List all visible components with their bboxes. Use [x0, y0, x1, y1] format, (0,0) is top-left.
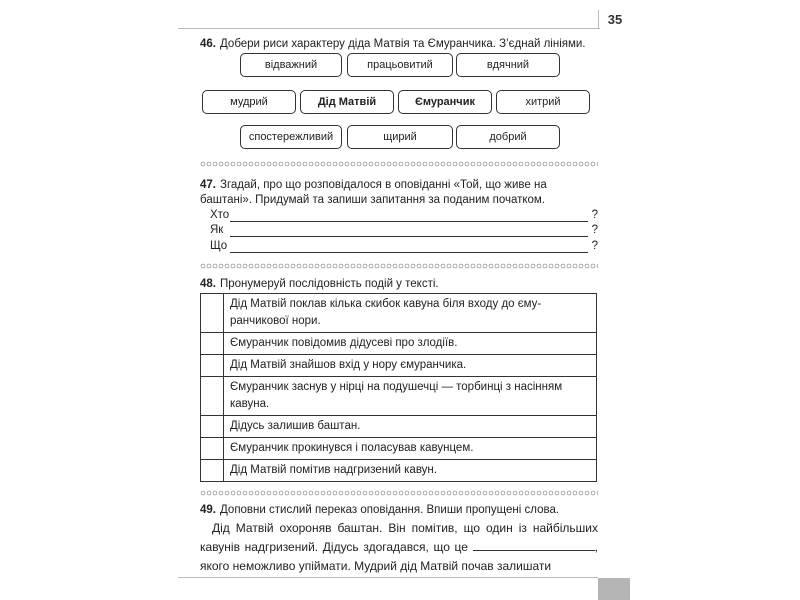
- page-number: 35: [598, 10, 631, 28]
- question-start: Що: [210, 240, 228, 252]
- trait-box[interactable]: добрий: [456, 125, 560, 149]
- answer-rule: [230, 221, 588, 222]
- trait-box[interactable]: відважний: [240, 53, 342, 77]
- trait-box[interactable]: хитрий: [496, 90, 590, 114]
- events-table: [200, 293, 597, 482]
- bottom-rule: [178, 577, 598, 578]
- section-divider: [200, 263, 598, 269]
- task49-text: Доповни стислий переказ оповідання. Впиши пропущені слова.: [220, 504, 560, 516]
- number-box[interactable]: [201, 333, 224, 355]
- table-row: [201, 460, 597, 482]
- event-text: Дід Матвій помітив надгризений кавун.: [224, 460, 597, 482]
- section-divider: [200, 490, 598, 496]
- event-text: Дід Матвій знайшов вхід у нору ємуранчика.: [224, 355, 597, 377]
- section-divider: [200, 161, 598, 167]
- event-text: Ємуранчик прокинувся і поласував кавунцем.: [224, 438, 597, 460]
- table-row: [201, 438, 597, 460]
- trait-box[interactable]: вдячний: [456, 53, 560, 77]
- task47-text: Згадай, про що розповідалося в оповіданні «Той, що живе на баштані». Придумай та запиши запитання за поданим початком.: [200, 179, 547, 206]
- summary-text-2: , якого неможливо упіймати. Мудрий дід Матвій почав залишати: [200, 540, 598, 573]
- task47-title: [200, 178, 595, 208]
- question-line[interactable]: [210, 224, 598, 240]
- task49-number: 49.: [200, 504, 216, 516]
- question-mark: ?: [591, 240, 598, 252]
- question-line[interactable]: [210, 240, 598, 256]
- task46-text: Добери риси характеру діда Матвія та Ємуранчика. З’єднай лініями.: [220, 38, 586, 50]
- answer-rule: [230, 236, 588, 237]
- table-row: [201, 355, 597, 377]
- summary-text-1: Дід Матвій охороняв баштан. Він помітив, що один із найбільших кавунів надгризений. Дідусь здогадався, що це: [200, 521, 598, 554]
- page-corner-tab: [598, 578, 630, 600]
- task48-text: Пронумеруй послідовність подій у тексті.: [220, 278, 439, 290]
- question-line[interactable]: [210, 209, 598, 225]
- task46-title: [200, 37, 595, 52]
- task47-number: 47.: [200, 179, 216, 191]
- number-box[interactable]: [201, 460, 224, 482]
- question-mark: ?: [591, 209, 598, 221]
- top-rule: [178, 28, 600, 29]
- number-box[interactable]: [201, 377, 224, 416]
- event-text: Ємуранчик заснув у нірці на подушечці — торбинці з насінням кавуна.: [224, 377, 597, 416]
- trait-box[interactable]: мудрий: [202, 90, 296, 114]
- table-row: [201, 377, 597, 416]
- answer-rule: [230, 252, 588, 253]
- task48-number: 48.: [200, 278, 216, 290]
- question-start: Хто: [210, 209, 230, 221]
- character-box-matvii[interactable]: Дід Матвій: [300, 90, 394, 114]
- number-box[interactable]: [201, 355, 224, 377]
- trait-box[interactable]: щирий: [347, 125, 453, 149]
- trait-box[interactable]: спостережливий: [240, 125, 342, 149]
- fill-in-blank[interactable]: [473, 538, 595, 551]
- table-row: [201, 333, 597, 355]
- event-text: Ємуранчик повідомив дідусеві про злодіїв.: [224, 333, 597, 355]
- number-box[interactable]: [201, 438, 224, 460]
- number-box[interactable]: [201, 294, 224, 333]
- number-box[interactable]: [201, 416, 224, 438]
- summary-paragraph: [200, 519, 598, 576]
- question-mark: ?: [591, 224, 598, 236]
- task49-title: [200, 503, 595, 518]
- event-text: Дідусь залишив баштан.: [224, 416, 597, 438]
- question-start: Як: [210, 224, 224, 236]
- table-row: [201, 416, 597, 438]
- character-box-yemuranchyk[interactable]: Ємуранчик: [398, 90, 492, 114]
- task46-number: 46.: [200, 38, 216, 50]
- trait-box[interactable]: працьовитий: [347, 53, 453, 77]
- task48-title: [200, 277, 595, 292]
- event-text: Дід Матвій поклав кілька скибок кавуна біля входу до ємуранчикової нори.: [224, 294, 597, 333]
- table-row: [201, 294, 597, 333]
